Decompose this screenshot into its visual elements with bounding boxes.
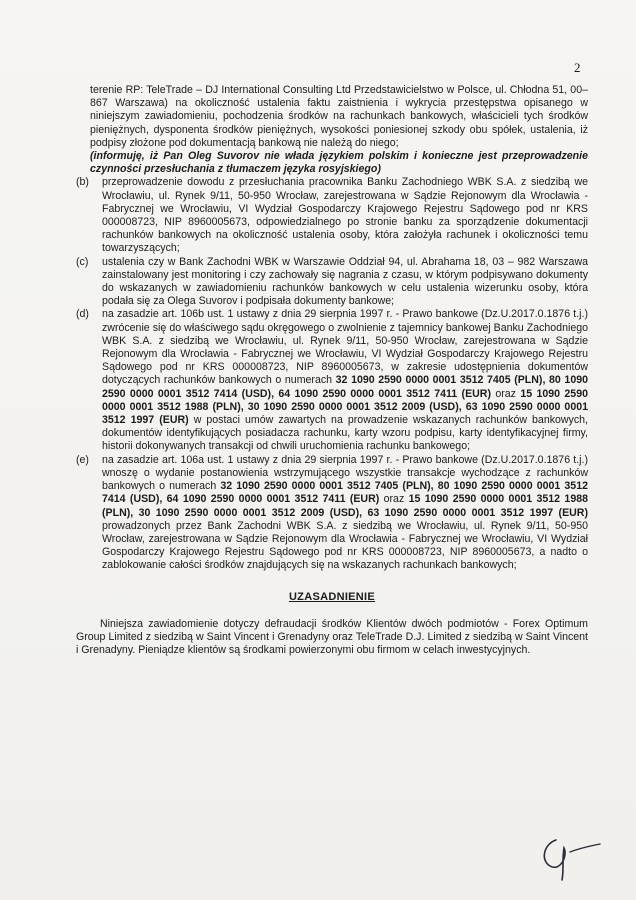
justification-text: Niniejsza zawiadomienie dotyczy defraudacji środków Klientów dwóch podmiotów - Forex Optimum Group Limited z siedzibą w Saint Vincent i Grenadyny oraz TeleTrade D.J. Limited z siedzibą w Saint Vincent i Grenadyny. Pieniądze klientów są środkami powierzonymi obu firmom w celach inwestycyjnych. (76, 617, 588, 657)
list-marker: (e) (76, 453, 89, 466)
intro-paragraph (90, 84, 588, 176)
text-segment: na zasadzie art. 106b ust. 1 ustawy z dnia 29 sierpnia 1997 r. - Prawo bankowe (Dz.U.2017.0.1876 t.j.) zwrócenie się do właściwego sądu okręgowego o zwolnienie z tajemnicy bankowej Banku Zachodniego WBK S.A. z siedzibą we Wrocławiu, ul. Rynek 9/11, 50-950 Wrocław, zarejestrowana w Sądzie Rejonowym dla Wrocławia - Fabrycznej we Wrocławiu, VI Wydział Gospodarczy Krajowego Rejestru Sądowego pod nr KRS 000008723, NIP 8960005673, w zakresie udostępnienia dokumentów dotyczących rachunków bankowych o numerach (102, 308, 588, 387)
intro-text: terenie RP: TeleTrade – DJ International Consulting Ltd Przedstawicielstwo w Polsce, ul. Chłodna 51, 00–867 Warszawa) na okoliczność ustalenia faktu zaistnienia i wykrycia przestępstwa opisanego w niniejszym zawiadomieniu, pochodzenia środków na rachunkach bankowych, właścicieli tych środków pieniężnych, dysponenta środków pieniężnych, wysokości poniesionej szkody obu spółek, ustalenia, iż podpisy złożone pod dokumentacją bankową nie należą do niego; (90, 84, 588, 149)
text-segment: na zasadzie art. 106a ust. 1 ustawy z dnia 29 sierpnia 1997 r. - Prawo bankowe (Dz.U.2017.0.1876 t.j.) wnoszę o wydanie postanowienia wstrzymującego wszystkie transakcje wychodzące z rachunków bankowych o numerach (102, 453, 588, 493)
list-item (76, 454, 588, 573)
interpreter-note: (informuję, iż Pan Oleg Suvorov nie włada językiem polskim i konieczne jest przeprowadzenie czynności przesłuchania z tłumaczem języka rosyjskiego) (90, 150, 588, 176)
text-segment: w postaci umów zawartych na prowadzenie wskazanych rachunków bankowych, dokumentów identyfikujących posiadacza rachunku, karty wzoru podpisu, karty identyfikacyjnej firmy, historii dokonywanych transakcji od chwili uruchomienia rachunku bankowego; (102, 414, 588, 453)
list-item-text: ustalenia czy w Bank Zachodni WBK w Warszawie Oddział 94, ul. Abrahama 18, 03 – 982 Warszawa zainstalowany jest monitoring i czy zachowały się nagrania z czasu, w którym podpisywano dokumenty do wskazanych w zawiadomieniu rachunków bankowych w celu ustalenia wizerunku osoby, która podała się za Olega Suvorov i podpisała dokumenty bankowe; (102, 255, 588, 308)
list-item-text (102, 454, 588, 573)
text-segment: oraz (490, 387, 521, 400)
request-list (76, 176, 588, 572)
account-numbers: 15 1090 2590 0000 0001 3512 1988 (PLN), 30 1090 2590 0000 0001 3512 2009 (USD), 63 1090 2590 0000 0001 3512 1997 (EUR) (102, 387, 588, 427)
account-numbers: 15 1090 2590 0000 0001 3512 1988 (PLN), 30 1090 2590 0000 0001 3512 2009 (USD), 63 1090 2590 0000 0001 3512 1997 (EUR) (102, 493, 588, 519)
list-item (76, 256, 588, 309)
list-item (76, 176, 588, 255)
page-number: 2 (574, 60, 581, 75)
section-heading: UZASADNIENIE (288, 590, 376, 603)
list-marker: (b) (76, 176, 89, 189)
signature-mark (534, 826, 604, 882)
text-segment: oraz (379, 493, 409, 506)
document-body (76, 84, 588, 657)
list-item (76, 308, 588, 453)
list-item-text (102, 308, 588, 453)
list-marker: (d) (76, 308, 89, 321)
text-segment: prowadzonych przez Bank Zachodni WBK S.A. z siedzibą we Wrocławiu, ul. Rynek 9/11, 50-950 Wrocław, zarejestrowana w Sądzie Rejonowym dla Wrocławia - Fabrycznej we Wrocławiu, VI Wydział Gospodarczy Krajowego Rejestru Sądowego pod nr KRS 000008723, NIP 8960005673, a nadto o zablokowanie całości środków znajdujących się na wskazanych rachunkach bankowych; (102, 519, 588, 572)
list-marker: (c) (76, 255, 89, 268)
list-item-text: przeprowadzenie dowodu z przesłuchania pracownika Banku Zachodniego WBK S.A. z siedzibą we Wrocławiu, ul. Rynek 9/11, 50-950 Wrocław, zarejestrowana w Sądzie Rejonowym dla Wrocławia - Fabrycznej we Wrocławiu, VI Wydział Gospodarczy Krajowego Rejestru Sądowego pod nr KRS 000008723, NIP 8960005673, odpowiedzialnego po stronie banku za sporządzenie dokumentacji rachunków bankowych na okoliczność ustalenia osoby, która założyła rachunek i okoliczności temu towarzyszących; (102, 176, 588, 255)
justification-section (76, 618, 588, 658)
account-numbers: 32 1090 2590 0000 0001 3512 7405 (PLN), 80 1090 2590 0000 0001 3512 7414 (USD), 64 1090 2590 0000 0001 3512 7411 (EUR) (102, 480, 588, 506)
account-numbers: 32 1090 2590 0000 0001 3512 7405 (PLN), 80 1090 2590 0000 0001 3512 7414 (USD), 64 1090 2590 0000 0001 3512 7411 (EUR) (102, 374, 588, 400)
